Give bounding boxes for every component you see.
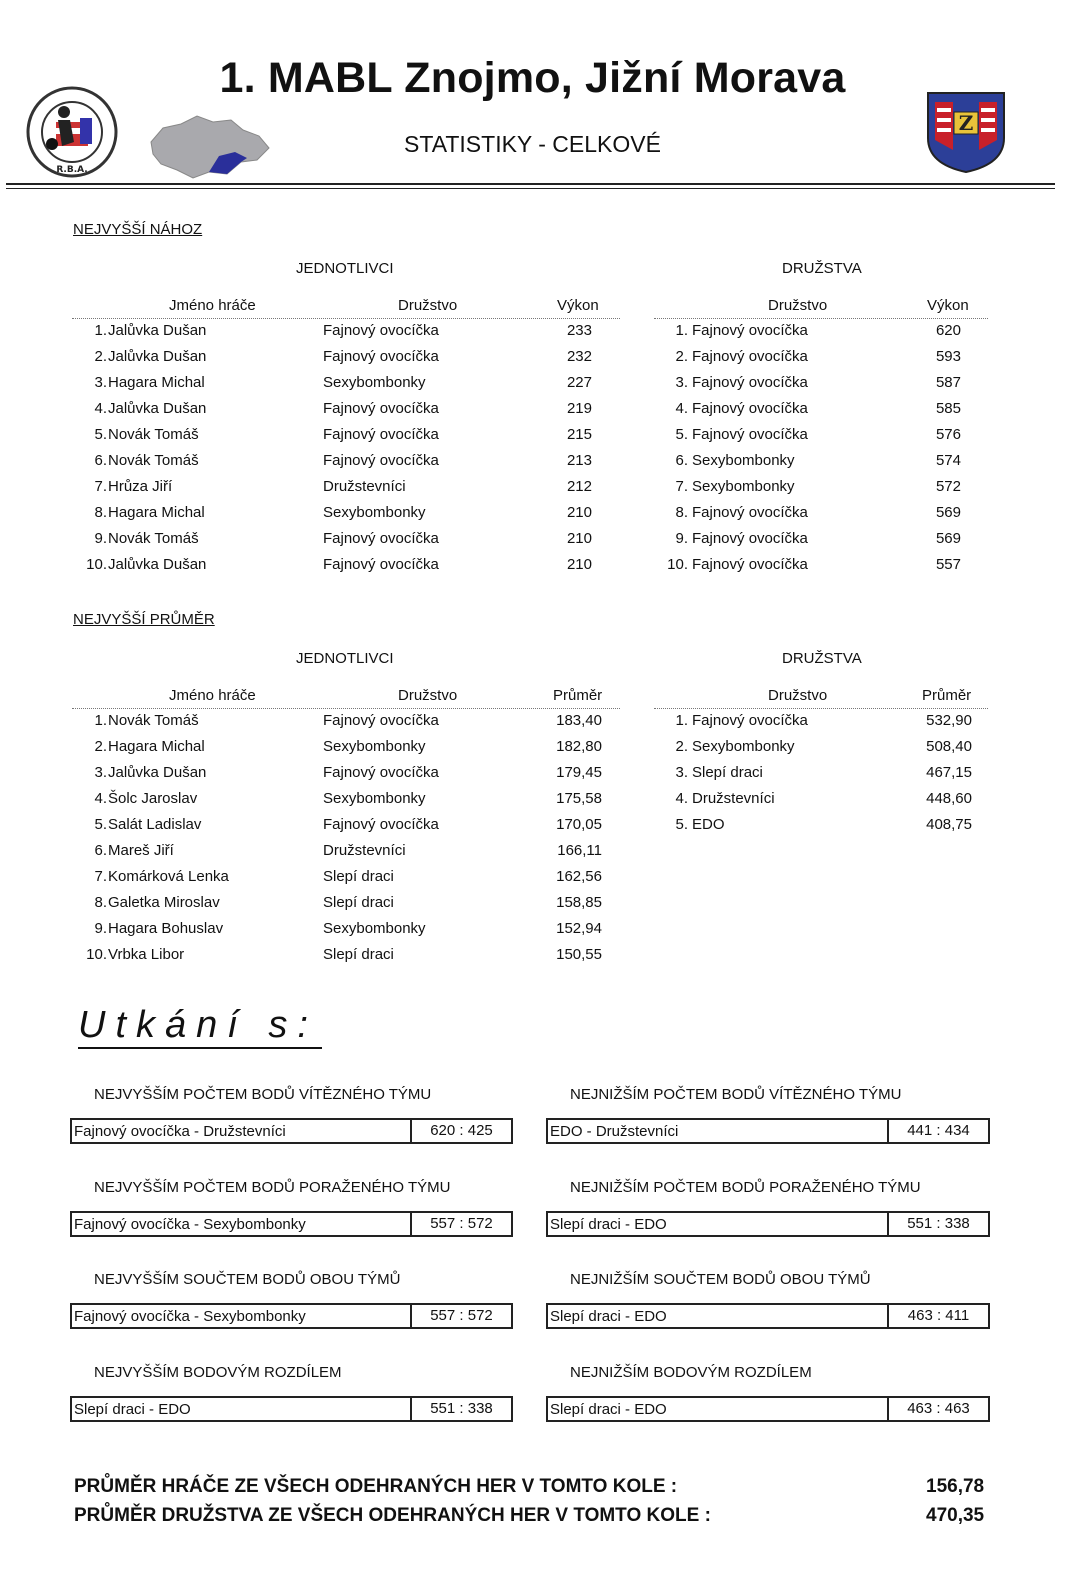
match-category-label: NEJNIŽŠÍM BODOVÝM ROZDÍLEM [570, 1363, 812, 1381]
table-row [72, 552, 620, 578]
team-name: EDO [692, 816, 725, 833]
table-row [654, 370, 988, 396]
team-name: Sexybombonky [692, 478, 795, 495]
player-average-label: PRŮMĚR HRÁČE ZE VŠECH ODEHRANÝCH HER V TOMTO KOLE : [74, 1476, 678, 1497]
rank: 3. [94, 374, 107, 391]
score-value: 572 [935, 478, 961, 495]
rank: 4. [675, 400, 688, 417]
player-name: Novák Tomáš [108, 452, 199, 469]
score-value: 158,85 [556, 894, 602, 911]
team-name: Fajnový ovocíčka [323, 426, 439, 443]
score-value: 532,90 [926, 712, 972, 729]
rank: 2. [675, 348, 688, 365]
match-score: 463 : 463 [887, 1398, 988, 1420]
team-name: Sexybombonky [323, 738, 426, 755]
team-name: Fajnový ovocíčka [692, 348, 808, 365]
match-teams: EDO - Družstevníci [550, 1123, 679, 1140]
team-name: Fajnový ovocíčka [323, 764, 439, 781]
rank: 5. [94, 816, 107, 833]
table-row [72, 344, 620, 370]
table-row [72, 708, 620, 734]
table-row [72, 838, 620, 864]
col-header-team: Družstvo [398, 687, 458, 704]
match-score: 557 : 572 [410, 1305, 511, 1327]
match-teams: Slepí draci - EDO [550, 1215, 667, 1233]
rank: 4. [94, 790, 107, 807]
score-value: 620 [935, 322, 961, 339]
page-subtitle: STATISTIKY - CELKOVÉ [404, 131, 661, 157]
individuals-heading: JEDNOTLIVCI [296, 650, 394, 667]
match-result-box [546, 1211, 990, 1237]
match-score: 551 : 338 [887, 1213, 988, 1235]
table-row [654, 552, 988, 578]
rank: 7. [94, 868, 107, 885]
score-value: 408,75 [926, 816, 972, 833]
score-value: 183,40 [556, 712, 602, 729]
score-value: 210 [566, 504, 592, 521]
score-value: 215 [566, 426, 592, 443]
table-row [654, 396, 988, 422]
section-title-top-pins: NEJVYŠŠÍ NÁHOZ [73, 221, 203, 238]
rank: 1. [94, 712, 107, 729]
player-name: Salát Ladislav [108, 816, 202, 833]
team-average-value: 470,35 [926, 1505, 985, 1526]
rank: 6. [94, 452, 107, 469]
table-row [72, 396, 620, 422]
team-name: Slepí draci [692, 764, 763, 781]
team-name: Fajnový ovocíčka [692, 556, 808, 573]
col-header-team: Družstvo [398, 297, 458, 314]
player-name: Komárková Lenka [108, 868, 229, 885]
score-value: 232 [566, 348, 592, 365]
team-name: Sexybombonky [323, 374, 426, 391]
match-result-box [70, 1211, 513, 1237]
team-name: Družstevníci [692, 790, 775, 807]
table-row [72, 786, 620, 812]
score-value: 576 [935, 426, 961, 443]
table-row [72, 916, 620, 942]
score-value: 170,05 [556, 816, 602, 833]
rank: 6. [94, 842, 107, 859]
rank: 3. [675, 374, 688, 391]
score-value: 150,55 [556, 946, 602, 963]
match-result-box [70, 1303, 513, 1329]
team-name: Sexybombonky [692, 738, 795, 755]
team-name: Slepí draci [323, 868, 394, 885]
score-value: 210 [566, 530, 592, 547]
score-value: 212 [566, 478, 592, 495]
score-value: 219 [566, 400, 592, 417]
table-row [654, 812, 988, 838]
col-header-team: Družstvo [768, 297, 828, 314]
rank: 10. [667, 556, 688, 573]
team-name: Fajnový ovocíčka [323, 816, 439, 833]
score-value: 175,58 [556, 790, 602, 807]
team-name: Fajnový ovocíčka [323, 400, 439, 417]
matches-title: Utkání s: [78, 1003, 322, 1049]
player-name: Galetka Miroslav [108, 894, 220, 911]
match-category-label: NEJNIŽŠÍM POČTEM BODŮ VÍTĚZNÉHO TÝMU [570, 1086, 902, 1103]
match-teams: Slepí draci - EDO [74, 1400, 191, 1418]
table-row [72, 422, 620, 448]
match-score: 620 : 425 [410, 1120, 511, 1142]
match-score: 551 : 338 [410, 1398, 511, 1420]
rank: 9. [675, 530, 688, 547]
svg-text:R.B.A.: R.B.A. [56, 165, 88, 175]
score-value: 182,80 [556, 738, 602, 755]
rank: 8. [675, 504, 688, 521]
score-value: 166,11 [557, 842, 602, 859]
match-category-label: NEJVYŠŠÍM BODOVÝM ROZDÍLEM [94, 1363, 342, 1381]
team-average-label: PRŮMĚR DRUŽSTVA ZE VŠECH ODEHRANÝCH HER V TOMTO KOLE : [74, 1505, 711, 1526]
table-row [72, 734, 620, 760]
score-value: 557 [935, 556, 961, 573]
team-name: Sexybombonky [692, 452, 795, 469]
col-header-score: Výkon [557, 297, 599, 314]
player-name: Novák Tomáš [108, 530, 199, 547]
match-category-label: NEJNIŽŠÍM SOUČTEM BODŮ OBOU TÝMŮ [570, 1271, 871, 1288]
score-value: 593 [935, 348, 961, 365]
match-category-label: NEJVYŠŠÍM POČTEM BODŮ PORAŽENÉHO TÝMU [94, 1178, 451, 1196]
rank: 5. [675, 816, 688, 833]
table-row [72, 474, 620, 500]
match-score: 557 : 572 [410, 1213, 511, 1235]
rank: 7. [675, 478, 688, 495]
znojmo-crest-icon [925, 90, 1007, 174]
player-name: Novák Tomáš [108, 712, 199, 729]
rank: 4. [675, 790, 688, 807]
teams-heading: DRUŽSTVA [782, 650, 862, 667]
table-row [654, 474, 988, 500]
match-teams: Fajnový ovocíčka - Družstevníci [74, 1123, 286, 1140]
team-name: Sexybombonky [323, 504, 426, 521]
rank: 4. [94, 400, 107, 417]
table-row [72, 318, 620, 344]
rank: 10. [86, 556, 107, 573]
team-name: Slepí draci [323, 946, 394, 963]
match-result-box [546, 1118, 990, 1144]
player-name: Hagara Bohuslav [108, 920, 224, 937]
team-name: Družstevníci [323, 478, 406, 495]
player-name: Mareš Jiří [108, 842, 174, 859]
score-value: 162,56 [556, 868, 602, 885]
player-name: Hagara Michal [108, 374, 205, 391]
teams-heading: DRUŽSTVA [782, 260, 862, 277]
rank: 5. [675, 426, 688, 443]
team-name: Fajnový ovocíčka [692, 504, 808, 521]
score-value: 574 [935, 452, 961, 469]
table-row [72, 526, 620, 552]
rank: 9. [94, 920, 107, 937]
score-value: 152,94 [556, 920, 602, 937]
table-row [654, 448, 988, 474]
table-row [654, 500, 988, 526]
col-header-average: Průměr [553, 687, 603, 704]
table-row [654, 786, 988, 812]
rank: 2. [675, 738, 688, 755]
table-row [654, 526, 988, 552]
table-row [72, 890, 620, 916]
header-rule-thin [6, 188, 1055, 189]
match-teams: Slepí draci - EDO [550, 1308, 667, 1325]
player-average-value: 156,78 [926, 1476, 985, 1497]
team-name: Fajnový ovocíčka [692, 400, 808, 417]
table-row [72, 760, 620, 786]
team-name: Družstevníci [323, 842, 406, 859]
score-value: 467,15 [926, 764, 972, 781]
section-title-top-average: NEJVYŠŠÍ PRŮMĚR [73, 611, 215, 628]
col-header-player: Jméno hráče [169, 687, 256, 704]
rank: 5. [94, 426, 107, 443]
player-name: Hagara Michal [108, 738, 205, 755]
table-row [654, 760, 988, 786]
col-header-average: Průměr [922, 687, 972, 704]
team-name: Fajnový ovocíčka [323, 348, 439, 365]
rank: 7. [94, 478, 107, 495]
score-value: 587 [935, 374, 961, 391]
team-name: Fajnový ovocíčka [323, 322, 439, 339]
match-teams: Fajnový ovocíčka - Sexybombonky [74, 1215, 306, 1233]
match-category-label: NEJVYŠŠÍM POČTEM BODŮ VÍTĚZNÉHO TÝMU [94, 1086, 432, 1103]
score-value: 213 [566, 452, 592, 469]
table-row [72, 370, 620, 396]
table-row [72, 448, 620, 474]
match-category-label: NEJNIŽŠÍM POČTEM BODŮ PORAŽENÉHO TÝMU [570, 1178, 921, 1196]
team-name: Sexybombonky [323, 790, 426, 807]
player-name: Jalůvka Dušan [108, 322, 207, 339]
match-result-box [546, 1396, 990, 1422]
table-row [72, 500, 620, 526]
rank: 9. [94, 530, 107, 547]
rank: 1. [94, 322, 107, 339]
header-rule [6, 183, 1055, 185]
team-name: Fajnový ovocíčka [692, 322, 808, 339]
player-name: Vrbka Libor [108, 946, 185, 963]
team-name: Fajnový ovocíčka [323, 452, 439, 469]
rank: 3. [94, 764, 107, 781]
team-name: Fajnový ovocíčka [323, 712, 439, 729]
match-score: 441 : 434 [887, 1120, 988, 1142]
score-value: 508,40 [926, 738, 972, 755]
player-name: Jalůvka Dušan [108, 348, 207, 365]
match-score: 463 : 411 [887, 1305, 988, 1327]
match-teams: Slepí draci - EDO [550, 1400, 667, 1418]
match-result-box [70, 1118, 513, 1144]
team-name: Slepí draci [323, 894, 394, 911]
player-name: Hagara Michal [108, 504, 205, 521]
score-value: 233 [566, 322, 592, 339]
team-name: Fajnový ovocíčka [692, 426, 808, 443]
match-result-box [546, 1303, 990, 1329]
table-row [72, 812, 620, 838]
rank: 2. [94, 738, 107, 755]
page-title: 1. MABL Znojmo, Jižní Morava [219, 54, 846, 102]
rank: 10. [86, 946, 107, 963]
score-value: 227 [566, 374, 592, 391]
team-name: Fajnový ovocíčka [692, 530, 808, 547]
score-value: 210 [566, 556, 592, 573]
rank: 6. [675, 452, 688, 469]
rank: 8. [94, 504, 107, 521]
table-row [72, 942, 620, 968]
team-name: Fajnový ovocíčka [323, 556, 439, 573]
individuals-heading: JEDNOTLIVCI [296, 260, 394, 277]
match-result-box [70, 1396, 513, 1422]
table-row [654, 734, 988, 760]
player-name: Hrůza Jiří [108, 478, 173, 495]
team-name: Fajnový ovocíčka [692, 712, 808, 729]
match-teams: Fajnový ovocíčka - Sexybombonky [74, 1308, 306, 1325]
team-name: Fajnový ovocíčka [323, 530, 439, 547]
score-value: 569 [935, 504, 961, 521]
table-row [654, 422, 988, 448]
player-name: Jalůvka Dušan [108, 764, 207, 781]
col-header-player: Jméno hráče [169, 297, 256, 314]
table-row [654, 344, 988, 370]
score-value: 179,45 [556, 764, 602, 781]
rank: 2. [94, 348, 107, 365]
col-header-score: Výkon [927, 297, 969, 314]
team-name: Fajnový ovocíčka [692, 374, 808, 391]
rank: 8. [94, 894, 107, 911]
player-name: Jalůvka Dušan [108, 556, 207, 573]
score-value: 448,60 [926, 790, 972, 807]
col-header-team: Družstvo [768, 687, 828, 704]
table-row [654, 708, 988, 734]
rank: 1. [675, 712, 688, 729]
player-name: Jalůvka Dušan [108, 400, 207, 417]
rank: 3. [675, 764, 688, 781]
svg-text:Z: Z [958, 111, 974, 135]
match-category-label: NEJVYŠŠÍM SOUČTEM BODŮ OBOU TÝMŮ [94, 1271, 401, 1288]
table-row [72, 864, 620, 890]
rank: 1. [675, 322, 688, 339]
player-name: Novák Tomáš [108, 426, 199, 443]
score-value: 569 [935, 530, 961, 547]
player-name: Šolc Jaroslav [108, 790, 198, 807]
score-value: 585 [935, 400, 961, 417]
table-row [654, 318, 988, 344]
team-name: Sexybombonky [323, 920, 426, 937]
